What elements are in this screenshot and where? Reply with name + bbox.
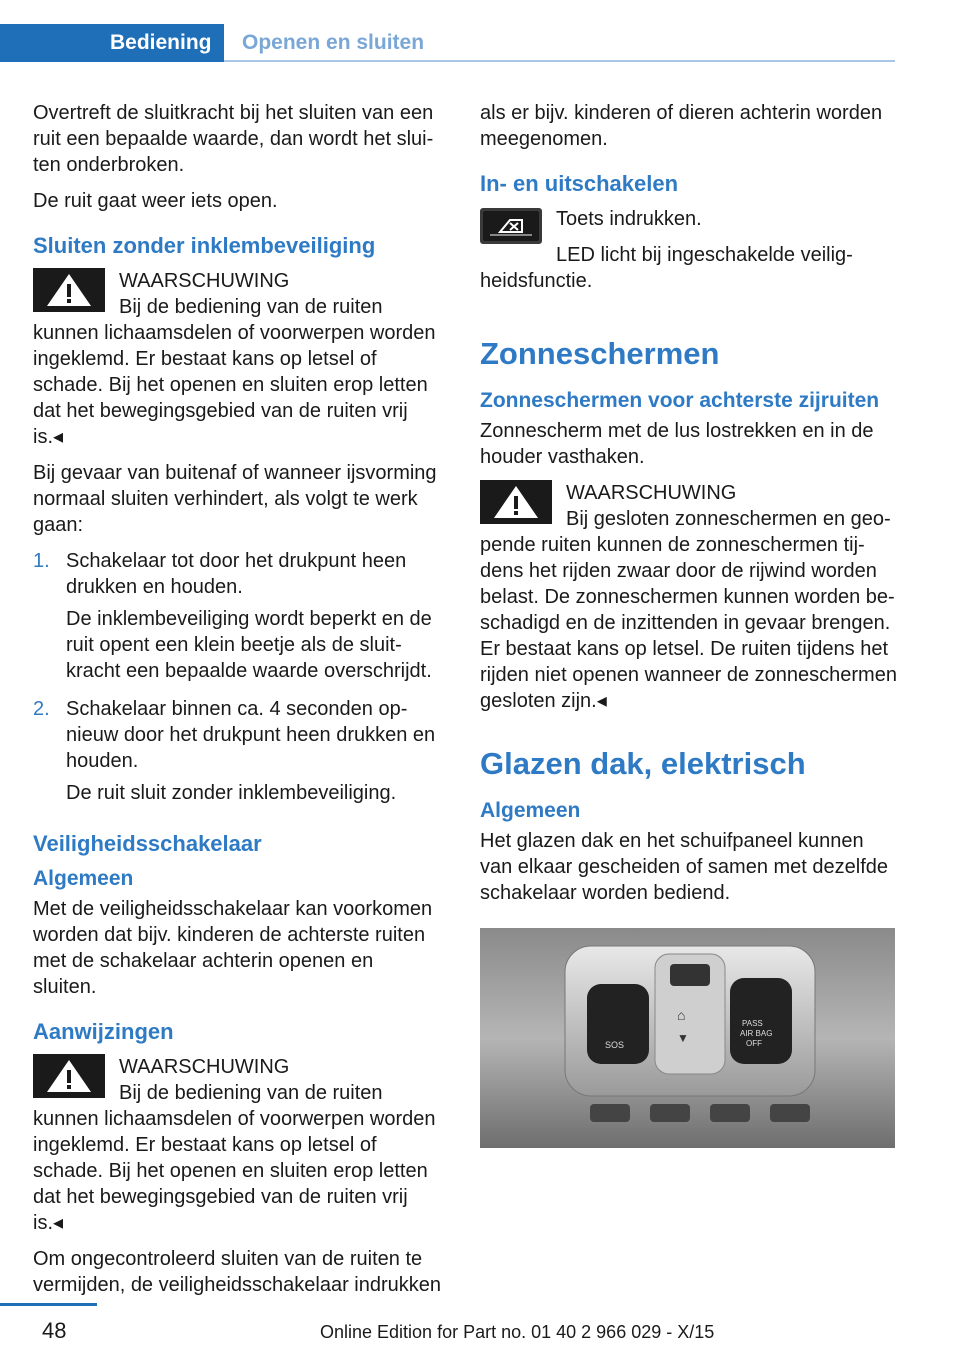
list-subtext: De ruit sluit zonder inklembeveiliging. [66,782,397,804]
paragraph: Zonnescherm met de lus lostrekken en in de houder vasthaken. [480,420,874,468]
paragraph: Om ongecontroleerd sluiten van de ruiten te vermijden, de veiligheidsschakelaar indrukken [33,1248,441,1296]
list-subtext: De inklembeveiliging wordt beperkt en de ruit opent een klein beetje als de sluitkracht een bepaalde waarde overschrijdt. [66,608,432,682]
roof-console-photo [480,928,895,1148]
list-number: 1. [33,550,50,572]
svg-text:⌂: ⌂ [677,1007,686,1023]
heading-algemeen: Algemeen [480,799,581,822]
paragraph: als er bijv. kinderen of dieren achterin worden meegenomen. [480,102,883,150]
heading-algemeen: Algemeen [33,867,134,890]
instruction-text: Toets indrukken. [556,208,702,230]
paragraph: Het glazen dak en het schuifpaneel kunnen van elkaar gescheiden of samen met dezelfde schakelaar worden bediend. [480,830,889,904]
warning-box [480,480,898,714]
warning-text: Bij de bediening van de ruiten kunnen lichaamsdelen of voorwerpen worden ingeklemd. Er bestaat kans op letsel of schade. Bij het openen en sluiten erop letten dat het bewegingsgebied van de ruiten vrij is.◂ [33,296,436,448]
tab-bediening[interactable]: Bediening [0,24,224,62]
warning-title: WAARSCHUWING [119,270,290,292]
heading-zonneschermen-achterste-zijruiten: Zonneschermen voor achterste zijruiten [480,389,880,412]
heading-glazen-dak-elektrisch: Glazen dak, elektrisch [480,746,806,781]
right-column [480,100,898,1148]
heading-sluiten-zonder-inklembeveiliging: Sluiten zonder inklembeveiliging [33,233,376,258]
left-column [33,100,441,1308]
warning-text: Bij gesloten zonneschermen en geopende ruiten kunnen de zonneschermen tijdens het rijden zwaar door de rijwind worden belast. De zonneschermen kunnen worden beschadigd en de inzittenden in gevaar brengen. Er bestaat kans op letsel. De ruiten tijdens het rijden niet openen wanneer de zonneschermen gesloten zijn.◂ [480,508,897,712]
heading-zonneschermen: Zonneschermen [480,336,720,371]
airbag-label: AIR BAG [740,1029,773,1038]
page-number: 48 [42,1318,67,1343]
paragraph: Met de veiligheidsschakelaar kan voorkomen worden dat bijv. kinderen de achterste ruiten met de schakelaar achterin openen en sluiten. [33,898,433,998]
paragraph: Bij gevaar van buitenaf of wanneer ijsvorming normaal sluiten verhindert, als volgt te werk gaan: [33,462,437,536]
pass-label: PASS [742,1019,763,1028]
paragraph: Overtreft de sluitkracht bij het sluiten van een ruit een bepaalde waarde, dan wordt het sluiten onderbroken. [33,102,434,176]
list-text: Schakelaar binnen ca. 4 seconden opnieuw door het drukpunt heen drukken en houden. [66,698,436,772]
heading-veiligheidsschakelaar: Veiligheidsschakelaar [33,831,262,856]
off-label: OFF [746,1039,762,1048]
heading-aanwijzingen: Aanwijzingen [33,1019,174,1044]
warning-box [33,268,441,450]
warning-title: WAARSCHUWING [566,482,737,504]
list-number: 2. [33,698,50,720]
window-lock-button-icon [480,208,542,244]
list-item [33,696,441,812]
warning-title: WAARSCHUWING [119,1056,290,1078]
steps-list [33,548,441,812]
footer-rule [0,1303,97,1306]
svg-text:▼: ▼ [677,1031,689,1045]
sos-label: SOS [605,1040,625,1050]
header-divider [224,60,895,62]
warning-icon [33,268,105,312]
warning-box [33,1054,441,1236]
warning-icon [480,480,552,524]
heading-in-en-uitschakelen: In- en uitschakelen [480,171,679,196]
header-tabs [0,24,895,62]
tab-openen-en-sluiten[interactable]: Openen en sluiten [242,31,425,54]
list-item [33,548,441,690]
warning-icon [33,1054,105,1098]
edition-text: Online Edition for Part no. 01 40 2 966 029 - X/15 [320,1322,715,1342]
button-instruction [480,206,898,304]
paragraph: De ruit gaat weer iets open. [33,190,278,212]
instruction-text: LED licht bij ingeschakelde veiligheidsfunctie. [480,244,853,292]
list-text: Schakelaar tot door het drukpunt heen drukken en houden. [66,550,407,598]
warning-text: Bij de bediening van de ruiten kunnen lichaamsdelen of voorwerpen worden ingeklemd. Er bestaat kans op letsel of schade. Bij het openen en sluiten erop letten dat het bewegingsgebied van de ruiten vrij is.◂ [33,1082,436,1234]
